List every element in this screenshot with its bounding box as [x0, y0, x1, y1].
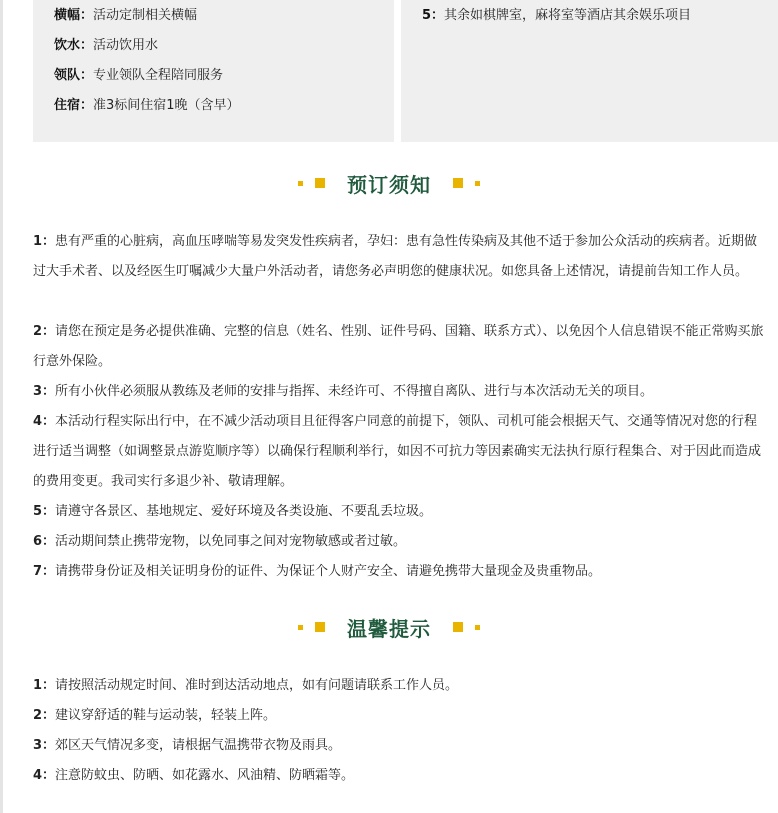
heading-decoration-right: [453, 178, 480, 188]
heading-decoration-right: [453, 622, 480, 632]
notice-item-text: 所有小伙伴必须服从教练及老师的安排与指挥、未经许可、不得擅自离队、进行与本次活动无关的项目。: [55, 384, 654, 399]
service-item: [422, 6, 691, 26]
service-box-right: [401, 0, 778, 142]
tip-item-number: 3：: [33, 738, 56, 753]
notice-item: [33, 527, 765, 557]
service-item-text: 专业领队全程陪同服务: [93, 68, 224, 83]
service-item: [54, 96, 240, 116]
notice-item: [33, 377, 765, 407]
service-item: [54, 6, 197, 26]
notice-item: [33, 497, 765, 527]
tip-item-text: 郊区天气情况多变，请根据气温携带衣物及雨具。: [55, 738, 342, 753]
tip-item-text: 注意防蚊虫、防晒、如花露水、风油精、防晒霜等。: [55, 768, 355, 783]
service-item: [54, 36, 158, 56]
service-boxes: [33, 0, 778, 142]
notice-item-text: 患有严重的心脏病，高血压哮喘等易发突发性疾病者，孕妇：患有急性传染病及其他不适于参加公众活动的疾病者。近期做过大手术者、以及经医生叮嘱减少大量户外活动者，请您务必声明您的健康状况。如您具备上述情况，请提前告知工作人员。: [33, 234, 758, 279]
service-item-label: 5：: [422, 8, 445, 23]
notice-item-number: 6：: [33, 534, 56, 549]
heading-decoration-left: [298, 622, 325, 632]
notice-item-text: 本活动行程实际出行中，在不减少活动项目且征得客户同意的前提下，领队、司机可能会根据天气、交通等情况对您的行程进行适当调整（如调整景点游览顺序等）以确保行程顺利举行，如因不可抗力等因素确实无法执行原行程集合、对于因此而造成的费用变更。我司实行多退少补、敬请理解。: [33, 414, 762, 489]
service-item-label: 领队：: [54, 68, 94, 83]
booking-notice-title: 预订须知: [347, 172, 431, 197]
notice-item-text: 请遵守各景区、基地规定、爱好环境及各类设施、不要乱丢垃圾。: [55, 504, 433, 519]
notice-item-number: 5：: [33, 504, 56, 519]
service-item-label: 住宿：: [54, 98, 94, 113]
tip-item-text: 建议穿舒适的鞋与运动装，轻装上阵。: [55, 708, 277, 723]
service-item-text: 活动饮用水: [93, 38, 159, 53]
notice-item-number: 2：: [33, 324, 56, 339]
booking-notice-heading: [0, 168, 778, 198]
notice-item: [33, 317, 765, 377]
notice-item-text: 活动期间禁止携带宠物，以免同事之间对宠物敏感或者过敏。: [55, 534, 407, 549]
tip-item-number: 1：: [33, 678, 56, 693]
service-item-label: 横幅：: [54, 8, 94, 23]
tip-item: [33, 731, 765, 761]
notice-item-number: 3：: [33, 384, 56, 399]
service-item-text: 活动定制相关横幅: [93, 8, 198, 23]
notice-item: [33, 227, 765, 287]
notice-item-text: 请您在预定是务必提供准确、完整的信息（姓名、性别、证件号码、国籍、联系方式）、以免因个人信息错误不能正常购买旅行意外保险。: [33, 324, 764, 369]
notice-item-number: 1：: [33, 234, 56, 249]
notice-item-number: 4：: [33, 414, 56, 429]
heading-decoration-left: [298, 178, 325, 188]
notice-item: [33, 557, 765, 587]
tip-item: [33, 761, 765, 791]
notice-item: [33, 407, 765, 497]
tip-item-number: 4：: [33, 768, 56, 783]
service-item-text: 其余如棋牌室，麻将室等酒店其余娱乐项目: [444, 8, 692, 23]
warm-tips-title: 温馨提示: [347, 616, 431, 641]
tip-item-number: 2：: [33, 708, 56, 723]
tip-item: [33, 701, 765, 731]
notice-item-number: 7：: [33, 564, 56, 579]
service-item-text: 准3标间住宿1晚（含早）: [93, 98, 240, 113]
service-item-label: 饮水：: [54, 38, 94, 53]
tip-item: [33, 671, 765, 701]
tip-item-text: 请按照活动规定时间、准时到达活动地点，如有问题请联系工作人员。: [55, 678, 459, 693]
service-item: [54, 66, 223, 86]
warm-tips-heading: [0, 612, 778, 642]
notice-item-text: 请携带身份证及相关证明身份的证件、为保证个人财产安全、请避免携带大量现金及贵重物品。: [55, 564, 602, 579]
left-border: [0, 0, 3, 813]
service-box-left: [33, 0, 394, 142]
